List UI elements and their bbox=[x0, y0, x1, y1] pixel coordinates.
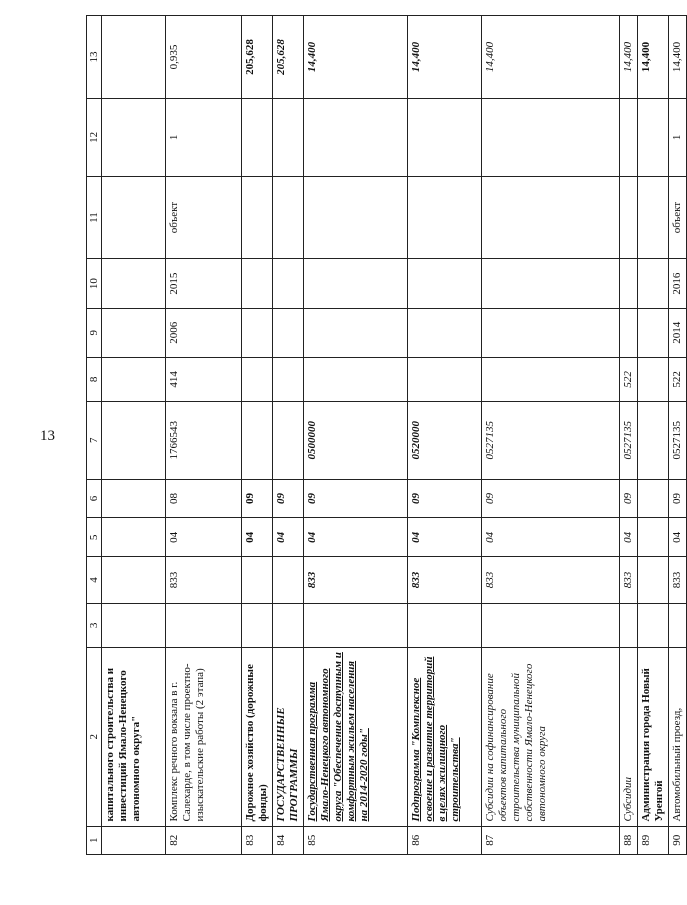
unit-11 bbox=[620, 176, 638, 259]
amount-13: 14,400 bbox=[620, 16, 638, 99]
expense-type-8 bbox=[242, 357, 273, 401]
table-row bbox=[242, 16, 273, 855]
amount-13: 14,400 bbox=[638, 16, 669, 99]
expense-type-8: 522 bbox=[620, 357, 638, 401]
code-4: 833 bbox=[620, 557, 638, 604]
capacity-12 bbox=[304, 98, 408, 176]
unit-11 bbox=[304, 176, 408, 259]
expense-type-8 bbox=[304, 357, 408, 401]
amount-13 bbox=[102, 16, 166, 99]
column-number: 2 bbox=[87, 647, 102, 826]
unit-11 bbox=[102, 176, 166, 259]
column-number: 6 bbox=[87, 479, 102, 518]
col-3 bbox=[273, 603, 304, 647]
column-number: 11 bbox=[87, 176, 102, 259]
unit-11 bbox=[482, 176, 620, 259]
table-row bbox=[638, 16, 669, 855]
target-article-7: 1766543 bbox=[166, 401, 242, 479]
expense-type-8 bbox=[638, 357, 669, 401]
code-4: 833 bbox=[482, 557, 620, 604]
end-year-10: 2015 bbox=[166, 259, 242, 308]
amount-13: 14,400 bbox=[482, 16, 620, 99]
unit-11: объект bbox=[669, 176, 687, 259]
expense-type-8 bbox=[482, 357, 620, 401]
start-year-9 bbox=[242, 308, 273, 357]
capacity-12: 1 bbox=[669, 98, 687, 176]
row-name: Комплекс речного вокзала в г. Салехарде, в том числе проектно-изыскательские работы (2 этапа) bbox=[166, 647, 242, 826]
row-number: 82 bbox=[166, 826, 242, 854]
section-5 bbox=[638, 518, 669, 557]
column-number: 1 bbox=[87, 826, 102, 854]
section-5: 04 bbox=[620, 518, 638, 557]
col-3 bbox=[482, 603, 620, 647]
row-number: 87 bbox=[482, 826, 620, 854]
target-article-7: 0500000 bbox=[304, 401, 408, 479]
start-year-9 bbox=[638, 308, 669, 357]
section-5: 04 bbox=[408, 518, 482, 557]
table-row bbox=[304, 16, 408, 855]
col-3 bbox=[102, 603, 166, 647]
subsection-6: 09 bbox=[669, 479, 687, 518]
target-article-7 bbox=[273, 401, 304, 479]
end-year-10: 2016 bbox=[669, 259, 687, 308]
capacity-12 bbox=[620, 98, 638, 176]
row-name: Государственная программа Ямало-Ненецкого автономного округа "Обеспечение доступным и комфортным жильем населения на 2014-2020 годы" bbox=[304, 647, 408, 826]
code-4 bbox=[273, 557, 304, 604]
capacity-12 bbox=[102, 98, 166, 176]
column-number: 10 bbox=[87, 259, 102, 308]
start-year-9 bbox=[304, 308, 408, 357]
table-row bbox=[408, 16, 482, 855]
end-year-10 bbox=[620, 259, 638, 308]
end-year-10 bbox=[408, 259, 482, 308]
budget-table bbox=[86, 15, 687, 855]
col-3 bbox=[669, 603, 687, 647]
end-year-10 bbox=[304, 259, 408, 308]
row-name: Субсидии bbox=[620, 647, 638, 826]
expense-type-8: 522 bbox=[669, 357, 687, 401]
row-number: 90 bbox=[669, 826, 687, 854]
row-number bbox=[102, 826, 166, 854]
table-row bbox=[482, 16, 620, 855]
expense-type-8: 414 bbox=[166, 357, 242, 401]
row-number: 88 bbox=[620, 826, 638, 854]
col-3 bbox=[408, 603, 482, 647]
amount-13: 14,400 bbox=[669, 16, 687, 99]
subsection-6: 09 bbox=[304, 479, 408, 518]
target-article-7: 0527135 bbox=[482, 401, 620, 479]
start-year-9 bbox=[273, 308, 304, 357]
section-5: 04 bbox=[242, 518, 273, 557]
end-year-10 bbox=[273, 259, 304, 308]
end-year-10 bbox=[102, 259, 166, 308]
row-name: Подпрограмма "Комплексное освоение и развитие территорий в целях жилищного строительства" bbox=[408, 647, 482, 826]
capacity-12 bbox=[482, 98, 620, 176]
subsection-6: 09 bbox=[482, 479, 620, 518]
code-4: 833 bbox=[669, 557, 687, 604]
amount-13: 14,400 bbox=[304, 16, 408, 99]
column-number: 12 bbox=[87, 98, 102, 176]
row-number: 86 bbox=[408, 826, 482, 854]
col-3 bbox=[242, 603, 273, 647]
start-year-9: 2014 bbox=[669, 308, 687, 357]
unit-11 bbox=[408, 176, 482, 259]
column-number: 4 bbox=[87, 557, 102, 604]
capacity-12 bbox=[273, 98, 304, 176]
column-number: 8 bbox=[87, 357, 102, 401]
end-year-10 bbox=[482, 259, 620, 308]
code-4: 833 bbox=[304, 557, 408, 604]
column-number: 7 bbox=[87, 401, 102, 479]
table-row bbox=[669, 16, 687, 855]
col-3 bbox=[304, 603, 408, 647]
subsection-6: 09 bbox=[408, 479, 482, 518]
subsection-6: 09 bbox=[620, 479, 638, 518]
column-number: 9 bbox=[87, 308, 102, 357]
amount-13: 14,400 bbox=[408, 16, 482, 99]
column-number: 13 bbox=[87, 16, 102, 99]
target-article-7: 0520000 bbox=[408, 401, 482, 479]
code-4 bbox=[242, 557, 273, 604]
table-row bbox=[620, 16, 638, 855]
amount-13: 205,628 bbox=[242, 16, 273, 99]
subsection-6: 09 bbox=[242, 479, 273, 518]
row-number: 84 bbox=[273, 826, 304, 854]
subsection-6 bbox=[638, 479, 669, 518]
section-5: 04 bbox=[166, 518, 242, 557]
target-article-7 bbox=[638, 401, 669, 479]
section-5: 04 bbox=[669, 518, 687, 557]
row-number: 85 bbox=[304, 826, 408, 854]
table-row bbox=[102, 16, 166, 855]
expense-type-8 bbox=[102, 357, 166, 401]
target-article-7 bbox=[102, 401, 166, 479]
table-row bbox=[166, 16, 242, 855]
row-name: Дорожное хозяйство (дорожные фонды) bbox=[242, 647, 273, 826]
col-3 bbox=[620, 603, 638, 647]
row-number: 89 bbox=[638, 826, 669, 854]
col-3 bbox=[638, 603, 669, 647]
start-year-9 bbox=[102, 308, 166, 357]
section-5: 04 bbox=[273, 518, 304, 557]
start-year-9: 2006 bbox=[166, 308, 242, 357]
row-name: ГОСУДАРСТВЕННЫЕ ПРОГРАММЫ bbox=[273, 647, 304, 826]
capacity-12 bbox=[408, 98, 482, 176]
table-row bbox=[273, 16, 304, 855]
row-name: Автомобильный проезд, bbox=[669, 647, 687, 826]
code-4: 833 bbox=[408, 557, 482, 604]
start-year-9 bbox=[620, 308, 638, 357]
amount-13: 205,628 bbox=[273, 16, 304, 99]
expense-type-8 bbox=[273, 357, 304, 401]
unit-11: объект bbox=[166, 176, 242, 259]
target-article-7 bbox=[242, 401, 273, 479]
capacity-12: 1 bbox=[166, 98, 242, 176]
unit-11 bbox=[273, 176, 304, 259]
column-number: 5 bbox=[87, 518, 102, 557]
section-5: 04 bbox=[482, 518, 620, 557]
subsection-6 bbox=[102, 479, 166, 518]
target-article-7: 0527135 bbox=[669, 401, 687, 479]
column-number: 3 bbox=[87, 603, 102, 647]
row-name: Субсидии на софинансирование объектов капитального строительства муниципальной собственности Ямало-Ненецкого автономного округа bbox=[482, 647, 620, 826]
capacity-12 bbox=[242, 98, 273, 176]
amount-13: 0,935 bbox=[166, 16, 242, 99]
end-year-10 bbox=[242, 259, 273, 308]
start-year-9 bbox=[408, 308, 482, 357]
code-4 bbox=[102, 557, 166, 604]
code-4 bbox=[638, 557, 669, 604]
row-name: Администрация города Новый Уренгой bbox=[638, 647, 669, 826]
subsection-6: 08 bbox=[166, 479, 242, 518]
expense-type-8 bbox=[408, 357, 482, 401]
col-3 bbox=[166, 603, 242, 647]
row-number: 83 bbox=[242, 826, 273, 854]
subsection-6: 09 bbox=[273, 479, 304, 518]
start-year-9 bbox=[482, 308, 620, 357]
capacity-12 bbox=[638, 98, 669, 176]
unit-11 bbox=[242, 176, 273, 259]
rotated-page bbox=[86, 15, 683, 855]
target-article-7: 0527135 bbox=[620, 401, 638, 479]
column-number-row bbox=[87, 16, 102, 855]
unit-11 bbox=[638, 176, 669, 259]
code-4: 833 bbox=[166, 557, 242, 604]
section-5 bbox=[102, 518, 166, 557]
row-name: капитального строительства и инвестиций Ямало-Ненецкого автономного округа" bbox=[102, 647, 166, 826]
end-year-10 bbox=[638, 259, 669, 308]
section-5: 04 bbox=[304, 518, 408, 557]
page-number: 13 bbox=[40, 428, 55, 444]
